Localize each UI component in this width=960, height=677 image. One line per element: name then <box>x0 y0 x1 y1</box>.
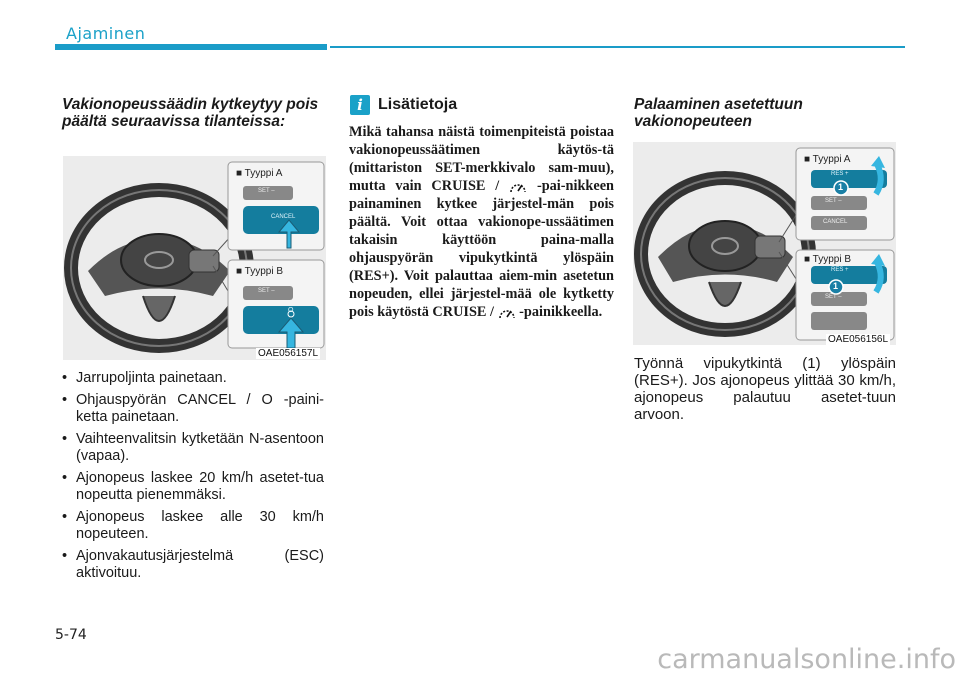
type-a-tag: ■ Tyyppi A <box>236 168 283 179</box>
res-label-b: RES + <box>831 267 849 273</box>
info-text-1: Mikä tahansa näistä toimenpiteistä poistaa vakionopeussäätimen käytös-tä (mittariston SET-merkkivalo sam-muu), mutta vain CRUISE / <box>349 124 614 194</box>
info-text-3: -painikkeella. <box>519 304 603 320</box>
set-label-a: SET – <box>825 198 842 204</box>
set-label-a: SET – <box>258 188 275 194</box>
set-label-b: SET – <box>258 288 275 294</box>
type-b-tag: ■ Tyyppi B <box>804 254 851 265</box>
left-figure <box>63 156 326 360</box>
figure-code: OAE056157L <box>258 348 319 359</box>
type-b-tag: ■ Tyyppi B <box>236 266 283 277</box>
condition-list <box>62 370 324 587</box>
type-a-tag: ■ Tyyppi A <box>804 154 851 165</box>
info-icon: i <box>350 95 370 115</box>
header-bar-thin <box>330 46 905 48</box>
right-heading: Palaaminen asetettuun vakionopeuteen <box>634 96 803 130</box>
steering-wheel-illustration <box>63 156 326 360</box>
cruise-speedometer-icon <box>509 180 527 194</box>
right-body-text: Työnnä vipukytkintä (1) ylöspäin (RES+). Jos ajonopeus ylittää 30 km/h, ajonopeus palautuu asetet-tuun arvoon. <box>634 355 896 423</box>
list-item: • Ajonvakautusjärjestelmä (ESC) aktivoituu. <box>62 548 324 582</box>
section-title: Ajaminen <box>66 24 146 43</box>
right-figure <box>633 142 896 345</box>
o-label: O <box>288 307 294 314</box>
list-item: • Ajonopeus laskee 20 km/h asetet-tua nopeutta pienemmäksi. <box>62 470 324 504</box>
info-body <box>349 123 614 321</box>
callout-1a: 1 <box>838 182 844 192</box>
header-bar-thick <box>55 44 327 50</box>
list-item: • Jarrupoljinta painetaan. <box>62 370 324 387</box>
info-title: Lisätietoja <box>378 96 458 113</box>
cancel-label: CANCEL <box>823 219 848 225</box>
cancel-label: CANCEL <box>271 214 296 220</box>
steering-wheel-illustration <box>633 142 896 345</box>
figure-code: OAE056156L <box>828 334 889 345</box>
cruise-speedometer-icon <box>498 306 516 320</box>
list-item: • Vaihteenvalitsin kytketään N-asentoon (vapaa). <box>62 431 324 465</box>
info-header <box>350 95 457 115</box>
page-number: 5-74 <box>55 627 87 643</box>
callout-1b: 1 <box>833 281 839 291</box>
info-text-2: -pai-nikkeen painaminen kytkee järjestel-män pois päältä. Voit ottaa vakionope-ussäätimen takaisin käyttöön paina-malla ohjauspyörän vipukytkintä ylöspäin (RES+). Voit palauttaa aiem-min asetetun nopeuden, ellei järjestel-mää ole kytketty pois käytöstä CRUISE / <box>349 178 614 320</box>
list-item: • Ohjauspyörän CANCEL / O -paini-ketta painetaan. <box>62 392 324 426</box>
list-item: • Ajonopeus laskee alle 30 km/h nopeuteen. <box>62 509 324 543</box>
set-label-b: SET – <box>825 294 842 300</box>
left-heading: Vakionopeussäädin kytkeytyy pois päältä seuraavissa tilanteissa: <box>62 96 319 130</box>
res-label-a: RES + <box>831 171 849 177</box>
watermark: carmanualsonline.info <box>657 644 956 675</box>
